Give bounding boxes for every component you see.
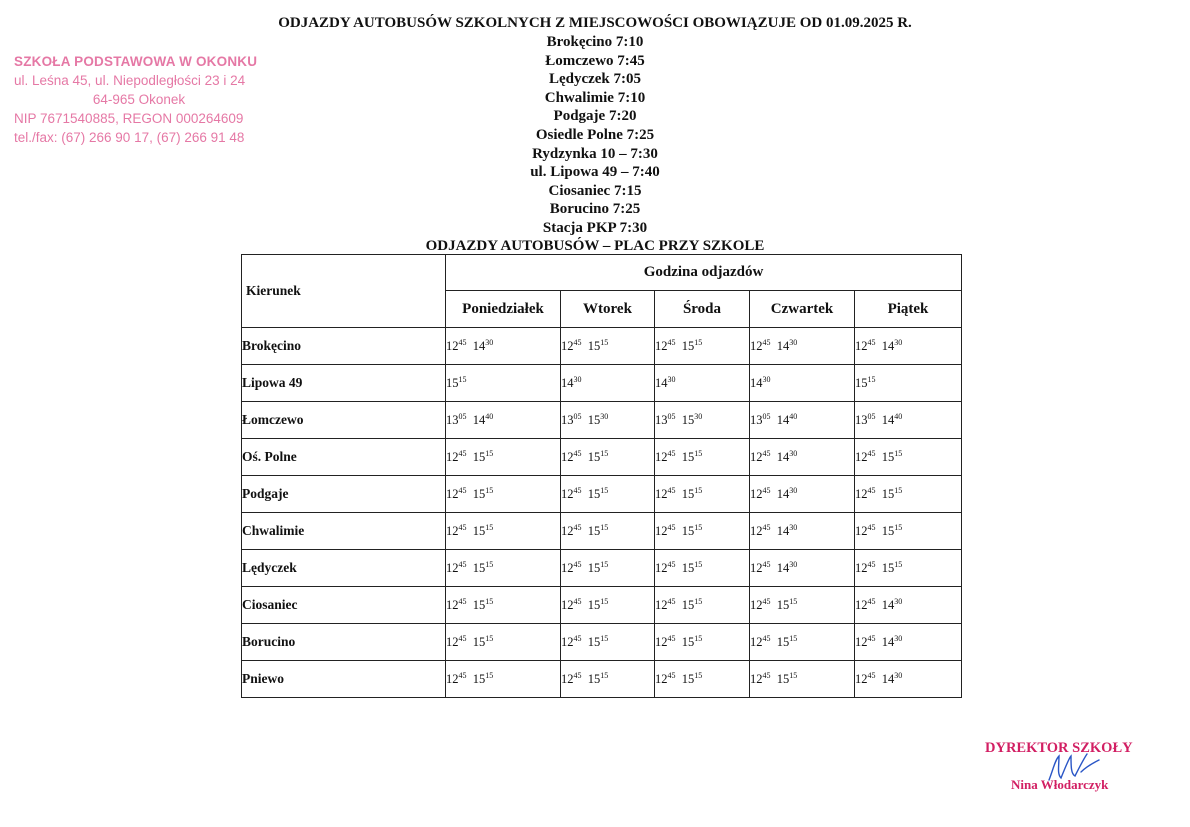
departure-time: $15^{15}$: [881, 559, 903, 575]
time-cell: [750, 513, 855, 550]
departure-time: $12^{45}$: [855, 448, 876, 464]
time-cell: [561, 550, 655, 587]
departure-time: $12^{45}$: [446, 670, 467, 686]
departure-time: $15^{15}$: [587, 633, 609, 649]
morning-departure-item: Rydzynka 10 – 7:30: [532, 145, 658, 162]
departure-time: $14^{40}$: [881, 411, 903, 427]
time-cell: [561, 624, 655, 661]
time-cell: [655, 328, 750, 365]
departure-time: $15^{15}$: [881, 522, 903, 538]
departure-time: $12^{45}$: [655, 485, 676, 501]
day-header: Czwartek: [750, 291, 855, 328]
table-row: [242, 402, 962, 439]
table-row: [242, 661, 962, 698]
stamp-ids: NIP 7671540885, REGON 000264609: [14, 111, 244, 126]
departure-time: $15^{15}$: [587, 448, 609, 464]
time-cell: [446, 439, 561, 476]
departure-time: $12^{45}$: [855, 596, 876, 612]
departure-time: $15^{15}$: [681, 448, 703, 464]
departure-time: $12^{45}$: [446, 337, 467, 353]
day-header: Środa: [655, 291, 750, 328]
time-cell: [855, 587, 962, 624]
day-header: Piątek: [855, 291, 962, 328]
departures-table: [241, 254, 962, 698]
departure-time: $14^{30}$: [776, 522, 798, 538]
departure-time: $13^{05}$: [750, 411, 771, 427]
departure-time: $12^{45}$: [750, 522, 771, 538]
departure-time: $12^{45}$: [446, 448, 467, 464]
departure-time: $14^{30}$: [881, 670, 903, 686]
time-cell: [855, 661, 962, 698]
departure-time: $15^{15}$: [776, 670, 798, 686]
departure-time: $14^{40}$: [472, 411, 494, 427]
departure-time: $15^{15}$: [681, 670, 703, 686]
departure-time: $12^{45}$: [855, 670, 876, 686]
departure-time: $14^{30}$: [776, 485, 798, 501]
time-cell: [446, 365, 561, 402]
departure-time: $13^{05}$: [561, 411, 582, 427]
departure-time: $12^{45}$: [855, 485, 876, 501]
direction-cell: Oś. Polne: [242, 439, 446, 476]
table-row: [242, 476, 962, 513]
direction-cell: Podgaje: [242, 476, 446, 513]
departure-time: $12^{45}$: [655, 670, 676, 686]
time-cell: [655, 550, 750, 587]
morning-departures-list: [0, 33, 1190, 238]
time-cell: [655, 513, 750, 550]
table-body: [242, 328, 962, 698]
time-cell: [446, 624, 561, 661]
departure-time: $12^{45}$: [446, 522, 467, 538]
departure-time: $12^{45}$: [855, 633, 876, 649]
time-cell: [855, 365, 962, 402]
departure-time: $15^{15}$: [681, 633, 703, 649]
departure-time: $12^{45}$: [655, 559, 676, 575]
table-row: [242, 328, 962, 365]
signature-block: [985, 740, 1155, 793]
table-row: [242, 624, 962, 661]
departure-time: $14^{30}$: [655, 374, 676, 390]
morning-departure-item: ul. Lipowa 49 – 7:40: [530, 164, 660, 181]
time-cell: [750, 661, 855, 698]
departure-time: $13^{05}$: [446, 411, 467, 427]
departure-time: $12^{45}$: [446, 596, 467, 612]
table-row: [242, 550, 962, 587]
departure-time: $15^{15}$: [472, 559, 494, 575]
departure-time: $14^{30}$: [776, 559, 798, 575]
departure-time: $14^{30}$: [776, 337, 798, 353]
departure-time: $15^{15}$: [681, 559, 703, 575]
departure-time: $12^{45}$: [750, 633, 771, 649]
day-header: Poniedziałek: [446, 291, 561, 328]
direction-cell: Ciosaniec: [242, 587, 446, 624]
time-cell: [561, 328, 655, 365]
departure-time: $12^{45}$: [446, 559, 467, 575]
departure-time: $12^{45}$: [561, 633, 582, 649]
departure-time: $13^{05}$: [655, 411, 676, 427]
departure-time: $12^{45}$: [750, 485, 771, 501]
departure-time: $14^{30}$: [561, 374, 582, 390]
departure-time: $15^{15}$: [472, 448, 494, 464]
table-subtitle: ODJAZDY AUTOBUSÓW – PLAC PRZY SZKOLE: [425, 237, 765, 254]
time-cell: [855, 328, 962, 365]
time-cell: [446, 402, 561, 439]
direction-cell: Lędyczek: [242, 550, 446, 587]
departure-time: $12^{45}$: [750, 670, 771, 686]
handwritten-signature: [1045, 750, 1105, 784]
time-cell: [655, 661, 750, 698]
time-cell: [561, 661, 655, 698]
table-row: [242, 365, 962, 402]
departure-time-header: Godzina odjazdów: [446, 255, 962, 291]
departure-time: $15^{15}$: [587, 485, 609, 501]
time-cell: [446, 550, 561, 587]
departure-time: $14^{30}$: [881, 633, 903, 649]
departure-time: $15^{15}$: [776, 633, 798, 649]
time-cell: [855, 476, 962, 513]
departure-time: $15^{15}$: [587, 337, 609, 353]
departure-time: $15^{15}$: [587, 559, 609, 575]
time-cell: [561, 365, 655, 402]
departure-time: $12^{45}$: [655, 337, 676, 353]
departure-time: $14^{30}$: [472, 337, 494, 353]
departure-time: $14^{30}$: [776, 448, 798, 464]
departure-time: $12^{45}$: [561, 522, 582, 538]
time-cell: [855, 439, 962, 476]
direction-header: Kierunek: [242, 255, 446, 328]
departure-time: $12^{45}$: [655, 522, 676, 538]
table-row: [242, 513, 962, 550]
departure-time: $12^{45}$: [561, 596, 582, 612]
departure-time: $15^{15}$: [472, 596, 494, 612]
departure-time: $12^{45}$: [561, 448, 582, 464]
departure-time: $15^{15}$: [881, 485, 903, 501]
time-cell: [655, 402, 750, 439]
departure-time: $13^{05}$: [855, 411, 876, 427]
departure-time: $12^{45}$: [855, 337, 876, 353]
time-cell: [561, 402, 655, 439]
time-cell: [561, 513, 655, 550]
departure-time: $12^{45}$: [446, 633, 467, 649]
departure-time: $12^{45}$: [855, 522, 876, 538]
departure-time: $12^{45}$: [750, 596, 771, 612]
departure-time: $14^{30}$: [881, 337, 903, 353]
direction-cell: Pniewo: [242, 661, 446, 698]
departure-time: $15^{15}$: [587, 596, 609, 612]
departure-time: $12^{45}$: [655, 633, 676, 649]
time-cell: [750, 624, 855, 661]
time-cell: [855, 550, 962, 587]
departure-time: $12^{45}$: [446, 485, 467, 501]
time-cell: [561, 476, 655, 513]
departure-time: $14^{30}$: [750, 374, 771, 390]
time-cell: [750, 402, 855, 439]
morning-departure-item: Podgaje 7:20: [553, 108, 637, 125]
departure-time: $15^{15}$: [587, 670, 609, 686]
departure-time: $15^{30}$: [681, 411, 703, 427]
departure-time: $12^{45}$: [561, 485, 582, 501]
document-header: [0, 13, 1190, 254]
time-cell: [655, 587, 750, 624]
time-cell: [655, 624, 750, 661]
morning-departure-item: Stacja PKP 7:30: [542, 219, 648, 236]
departure-time: $12^{45}$: [561, 670, 582, 686]
departure-time: $12^{45}$: [655, 448, 676, 464]
time-cell: [655, 439, 750, 476]
departure-time: $15^{15}$: [681, 337, 703, 353]
day-header: Wtorek: [561, 291, 655, 328]
morning-departure-item: Borucino 7:25: [549, 201, 641, 218]
direction-cell: Borucino: [242, 624, 446, 661]
departure-time: $12^{45}$: [655, 596, 676, 612]
time-cell: [750, 365, 855, 402]
stamp-city: 64-965 Okonek: [92, 92, 186, 107]
departure-time: $12^{45}$: [750, 559, 771, 575]
time-cell: [655, 365, 750, 402]
departure-time: $15^{30}$: [587, 411, 609, 427]
table-row: [242, 439, 962, 476]
direction-cell: Brokęcino: [242, 328, 446, 365]
signature-title: DYREKTOR SZKOŁY: [985, 740, 1133, 756]
departure-time: $12^{45}$: [750, 337, 771, 353]
departure-time: $12^{45}$: [561, 559, 582, 575]
time-cell: [446, 513, 561, 550]
time-cell: [750, 587, 855, 624]
document-title: ODJAZDY AUTOBUSÓW SZKOLNYCH Z MIEJSCOWOŚCI OBOWIĄZUJE OD 01.09.2025 R.: [278, 15, 912, 31]
time-cell: [855, 513, 962, 550]
stamp-school-name: SZKOŁA PODSTAWOWA W OKONKU: [14, 54, 258, 69]
stamp-address: ul. Leśna 45, ul. Niepodległości 23 i 24: [14, 73, 246, 88]
departure-time: $15^{15}$: [881, 448, 903, 464]
morning-departure-item: Chwalimie 7:10: [544, 89, 646, 106]
time-cell: [750, 550, 855, 587]
time-cell: [446, 587, 561, 624]
departure-time: $15^{15}$: [587, 522, 609, 538]
departure-time: $14^{40}$: [776, 411, 798, 427]
time-cell: [446, 328, 561, 365]
morning-departure-item: Ciosaniec 7:15: [548, 182, 642, 199]
stamp-phone: tel./fax: (67) 266 90 17, (67) 266 91 48: [14, 130, 245, 145]
departure-time: $15^{15}$: [776, 596, 798, 612]
departure-time: $15^{15}$: [446, 374, 467, 390]
time-cell: [750, 476, 855, 513]
departure-time: $12^{45}$: [561, 337, 582, 353]
time-cell: [750, 439, 855, 476]
departure-time: $15^{15}$: [472, 670, 494, 686]
time-cell: [446, 476, 561, 513]
signature-name: Nina Włodarczyk: [1011, 777, 1109, 792]
time-cell: [750, 328, 855, 365]
direction-cell: Łomczewo: [242, 402, 446, 439]
departure-time: $15^{15}$: [855, 374, 876, 390]
departure-time: $12^{45}$: [750, 448, 771, 464]
time-cell: [855, 402, 962, 439]
table-row: [242, 587, 962, 624]
time-cell: [855, 624, 962, 661]
departure-time: $15^{15}$: [681, 596, 703, 612]
departure-time: $15^{15}$: [681, 522, 703, 538]
departure-time: $12^{45}$: [855, 559, 876, 575]
direction-cell: Lipowa 49: [242, 365, 446, 402]
departure-time: $15^{15}$: [472, 485, 494, 501]
time-cell: [561, 439, 655, 476]
time-cell: [446, 661, 561, 698]
departure-time: $15^{15}$: [472, 522, 494, 538]
departure-time: $14^{30}$: [881, 596, 903, 612]
morning-departure-item: Osiedle Polne 7:25: [535, 126, 655, 143]
departure-time: $15^{15}$: [472, 633, 494, 649]
morning-departure-item: Lędyczek 7:05: [548, 71, 642, 88]
departure-time: $15^{15}$: [681, 485, 703, 501]
morning-departure-item: Łomczewo 7:45: [545, 52, 645, 69]
morning-departure-item: Brokęcino 7:10: [546, 34, 644, 50]
time-cell: [655, 476, 750, 513]
direction-cell: Chwalimie: [242, 513, 446, 550]
time-cell: [561, 587, 655, 624]
